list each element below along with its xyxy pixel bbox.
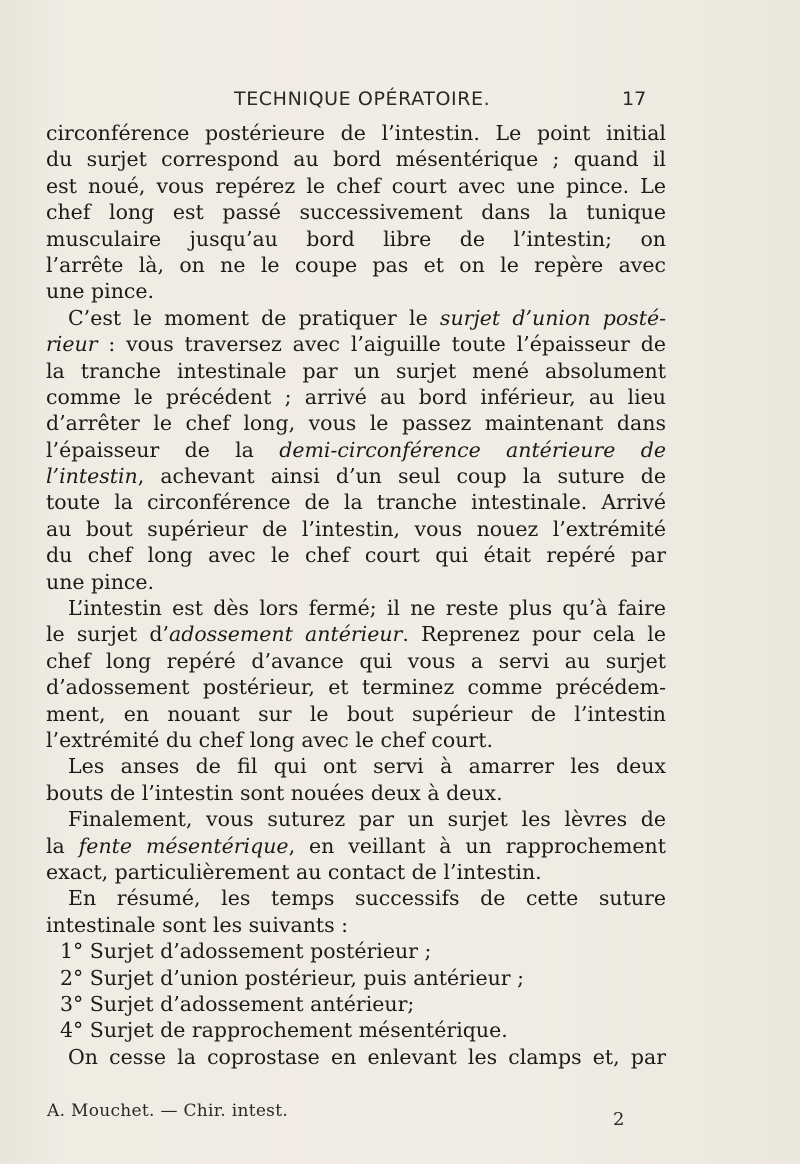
text-run: l’épaisseur de la xyxy=(46,437,280,462)
text-line: bouts de l’intestin sont nouées deux à deux. xyxy=(46,780,503,805)
text-line: intestinale sont les suivants : xyxy=(46,912,349,937)
text-run: , en veillant à un rapprochement xyxy=(288,833,666,858)
text-line xyxy=(46,331,666,357)
text-run: : vous traversez avec l’aiguille toute l’épaisseur de xyxy=(97,332,666,357)
text-line: exact, particulièrement au contact de l’intestin. xyxy=(46,859,542,884)
italic-term: surjet d’union posté- xyxy=(439,305,666,330)
text-line: la tranche intestinale par un surjet mené absolument xyxy=(46,358,666,383)
text-line: 4° Surjet de rapprochement mésentérique. xyxy=(60,1018,508,1043)
text-line: au bout supérieur de l’intestin, vous nouez l’extrémité xyxy=(46,516,666,541)
text-line: est noué, vous repérez le chef court avec une pince. Le xyxy=(46,173,666,198)
text-line: du surjet correspond au bord mésentérique ; quand il xyxy=(46,147,666,172)
text-line: d’arrêter le chef long, vous le passez maintenant dans xyxy=(46,411,666,436)
text-line: comme le précédent ; arrivé au bord inférieur, au lieu xyxy=(46,384,666,409)
text-line: Les anses de fil qui ont servi à amarrer les deux xyxy=(68,754,666,779)
text-line xyxy=(46,437,666,463)
text-line: une pince. xyxy=(46,569,155,594)
italic-term: fente mésentérique xyxy=(78,833,289,858)
text-line xyxy=(46,463,666,489)
text-run: le surjet d’ xyxy=(46,622,169,647)
text-line: En résumé, les temps successifs de cette suture xyxy=(68,886,666,911)
text-line xyxy=(46,621,666,647)
text-line: l’arrête là, on ne le coupe pas et on le repère avec xyxy=(46,252,666,277)
running-head xyxy=(0,88,800,112)
footer-citation: A. Mouchet. — Chir. intest. xyxy=(47,1101,289,1121)
text-line: ment, en nouant sur le bout supérieur de l’intestin xyxy=(46,701,666,726)
text-line: 3° Surjet d’adossement antérieur; xyxy=(60,991,415,1016)
running-head-title: TECHNIQUE OPÉRATOIRE. xyxy=(234,88,491,110)
italic-term: adossement antérieur xyxy=(168,622,403,647)
italic-term: l’intestin xyxy=(46,464,138,489)
text-line: L’intestin est dès lors fermé; il ne reste plus qu’à faire xyxy=(68,596,666,621)
signature-mark: 2 xyxy=(613,1109,625,1130)
text-run: , achevant ainsi d’un seul coup la suture de xyxy=(137,464,666,489)
page-number: 17 xyxy=(622,88,647,110)
text-line xyxy=(46,305,666,331)
text-line: 1° Surjet d’adossement postérieur ; xyxy=(60,939,432,964)
text-run: la xyxy=(46,833,79,858)
text-line: musculaire jusqu’au bord libre de l’intestin; on xyxy=(46,226,666,251)
text-line: l’extrémité du chef long avec le chef court. xyxy=(46,727,493,752)
text-line: une pince. xyxy=(46,279,155,304)
text-line xyxy=(46,833,666,859)
text-line: chef long est passé successivement dans la tunique xyxy=(46,200,666,225)
text-run: C’est le moment de pratiquer le xyxy=(68,305,440,330)
italic-term: demi-circonférence antérieure de xyxy=(279,437,666,462)
italic-term: rieur xyxy=(46,332,98,357)
text-line: On cesse la coprostase en enlevant les clamps et, par xyxy=(68,1044,666,1069)
text-line: toute la circonférence de la tranche intestinale. Arrivé xyxy=(46,490,666,515)
body-text xyxy=(46,120,666,1070)
text-run: . Reprenez pour cela le xyxy=(402,622,666,647)
text-line: d’adossement postérieur, et terminez comme précédem- xyxy=(46,675,666,700)
text-line: du chef long avec le chef court qui était repéré par xyxy=(46,543,666,568)
text-line: Finalement, vous suturez par un surjet les lèvres de xyxy=(68,807,666,832)
page-footer xyxy=(47,1101,659,1130)
text-line: chef long repéré d’avance qui vous a servi au surjet xyxy=(46,648,666,673)
text-line: circonférence postérieure de l’intestin. Le point initial xyxy=(46,121,666,145)
text-line: 2° Surjet d’union postérieur, puis antérieur ; xyxy=(60,965,525,990)
